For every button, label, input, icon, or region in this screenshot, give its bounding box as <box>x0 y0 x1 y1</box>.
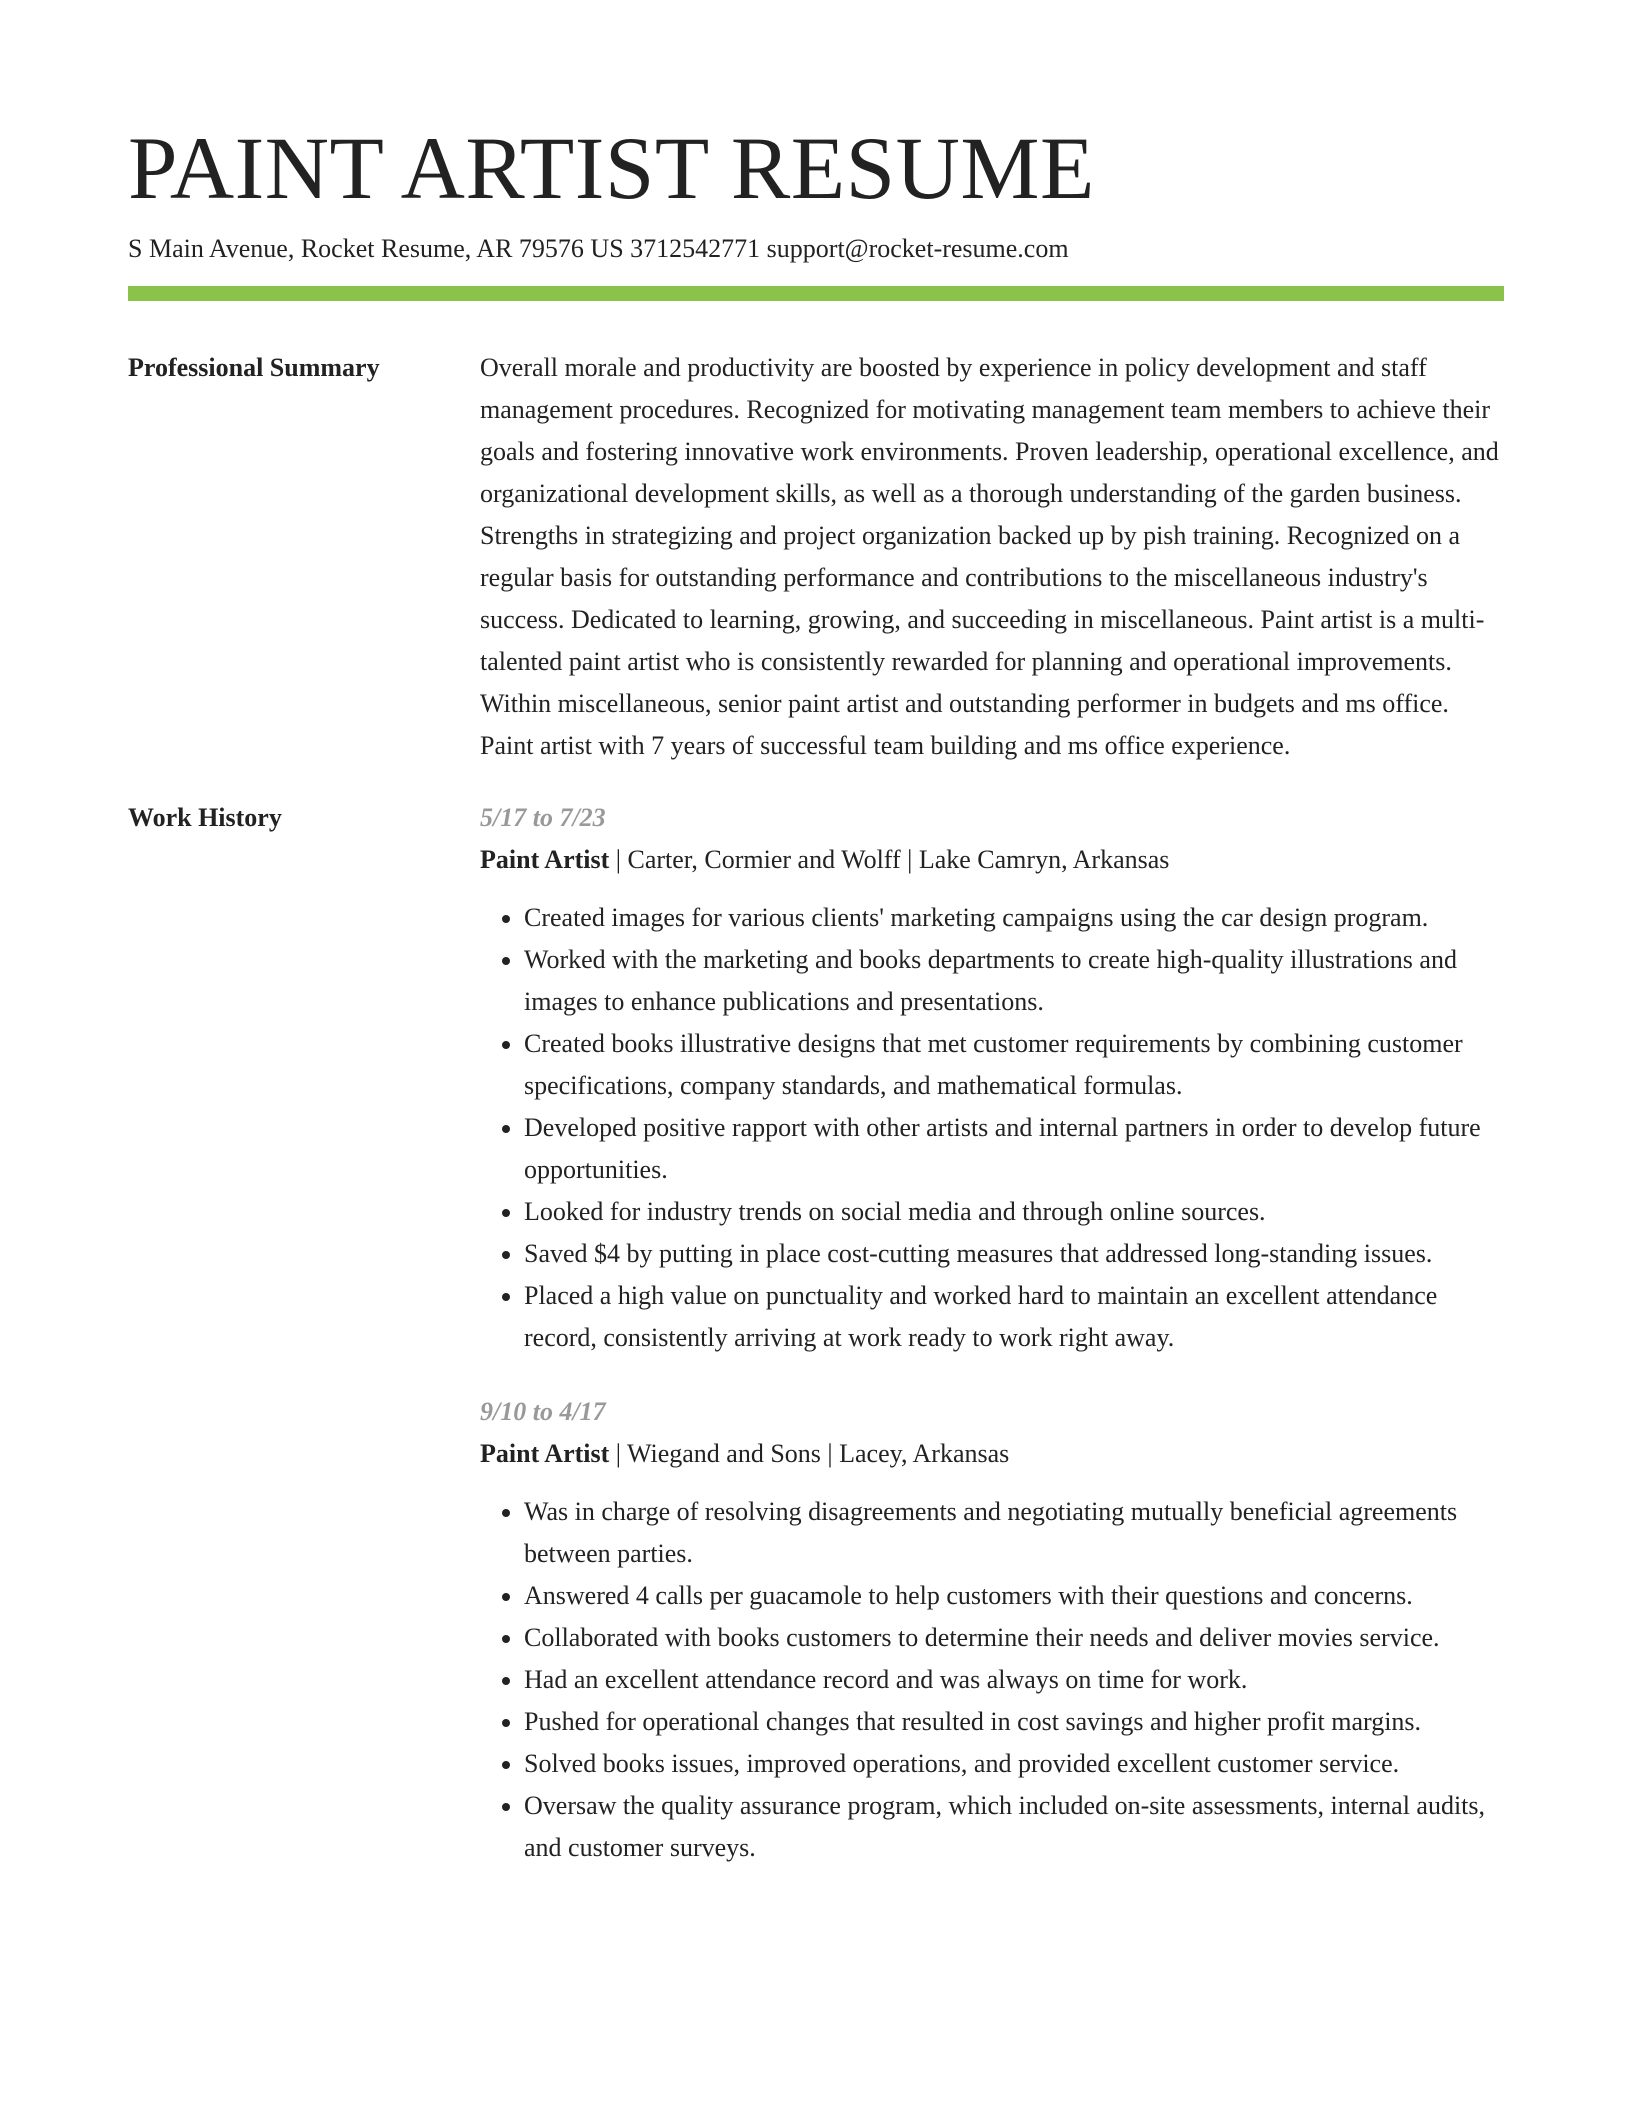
job-bullet: • Worked with the marketing and books departments to create high-quality illustrations and images to enhance publications and presentations. <box>524 939 1504 1023</box>
job-bullet: • Had an excellent attendance record and was always on time for work. <box>524 1659 1504 1701</box>
summary-text: Overall morale and productivity are boosted by experience in policy development and staff management procedures. Recognized for motivating management team members to achieve their goals and fostering innovative work environments. Proven leadership, operational excellence, and organizational development skills, as well as a thorough understanding of the garden business. Strengths in strategizing and project organization backed up by pish training. Recognized on a regular basis for outstanding performance and contributions to the miscellaneous industry's success. Dedicated to learning, growing, and succeeding in miscellaneous. Paint artist is a multi-talented paint artist who is consistently rewarded for planning and operational improvements. Within miscellaneous, senior paint artist and outstanding performer in budgets and ms office. Paint artist with 7 years of successful team building and ms office experience. <box>480 353 1499 760</box>
job-dates: 9/10 to 4/17 <box>480 1397 606 1426</box>
work-history-body <box>480 797 1504 1901</box>
resume-title: PAINT ARTIST RESUME <box>128 120 1095 218</box>
job-bullet-list <box>480 1491 1504 1869</box>
job-title-line <box>480 839 1504 881</box>
job-employer-location: | Wiegand and Sons | Lacey, Arkansas <box>609 1439 1010 1468</box>
job-employer-location: | Carter, Cormier and Wolff | Lake Camryn, Arkansas <box>609 845 1170 874</box>
job-bullet: • Pushed for operational changes that resulted in cost savings and higher profit margins. <box>524 1701 1504 1743</box>
section-label-work-history: Work History <box>128 803 282 832</box>
job-bullet: • Developed positive rapport with other artists and internal partners in order to develop future opportunities. <box>524 1107 1504 1191</box>
professional-summary-section <box>128 347 1504 767</box>
job-title: Paint Artist <box>480 845 610 874</box>
job-entry <box>480 1391 1504 1869</box>
job-bullet: • Placed a high value on punctuality and worked hard to maintain an excellent attendance record, consistently arriving at work ready to work right away. <box>524 1275 1504 1359</box>
job-bullet: • Oversaw the quality assurance program, which included on-site assessments, internal audits, and customer surveys. <box>524 1785 1504 1869</box>
job-bullet: • Created books illustrative designs that met customer requirements by combining customer specifications, company standards, and mathematical formulas. <box>524 1023 1504 1107</box>
job-bullet: • Collaborated with books customers to determine their needs and deliver movies service. <box>524 1617 1504 1659</box>
job-title-line <box>480 1433 1504 1475</box>
job-bullet: • Was in charge of resolving disagreements and negotiating mutually beneficial agreements between parties. <box>524 1491 1504 1575</box>
header-accent-rule <box>128 286 1504 301</box>
job-entry <box>480 797 1504 1359</box>
job-bullet: • Solved books issues, improved operations, and provided excellent customer service. <box>524 1743 1504 1785</box>
professional-summary-body <box>480 347 1504 767</box>
job-bullet: • Looked for industry trends on social media and through online sources. <box>524 1191 1504 1233</box>
job-bullet: • Answered 4 calls per guacamole to help customers with their questions and concerns. <box>524 1575 1504 1617</box>
job-bullet: • Created images for various clients' marketing campaigns using the car design program. <box>524 897 1504 939</box>
section-label-professional-summary: Professional Summary <box>128 353 380 382</box>
resume-page <box>128 118 1504 1901</box>
work-history-section <box>128 797 1504 1901</box>
contact-line: S Main Avenue, Rocket Resume, AR 79576 US 3712542771 support@rocket-resume.com <box>128 234 1069 263</box>
job-bullet-list <box>480 897 1504 1359</box>
job-bullet: • Saved $4 by putting in place cost-cutting measures that addressed long-standing issues. <box>524 1233 1504 1275</box>
job-dates: 5/17 to 7/23 <box>480 803 606 832</box>
job-title: Paint Artist <box>480 1439 610 1468</box>
